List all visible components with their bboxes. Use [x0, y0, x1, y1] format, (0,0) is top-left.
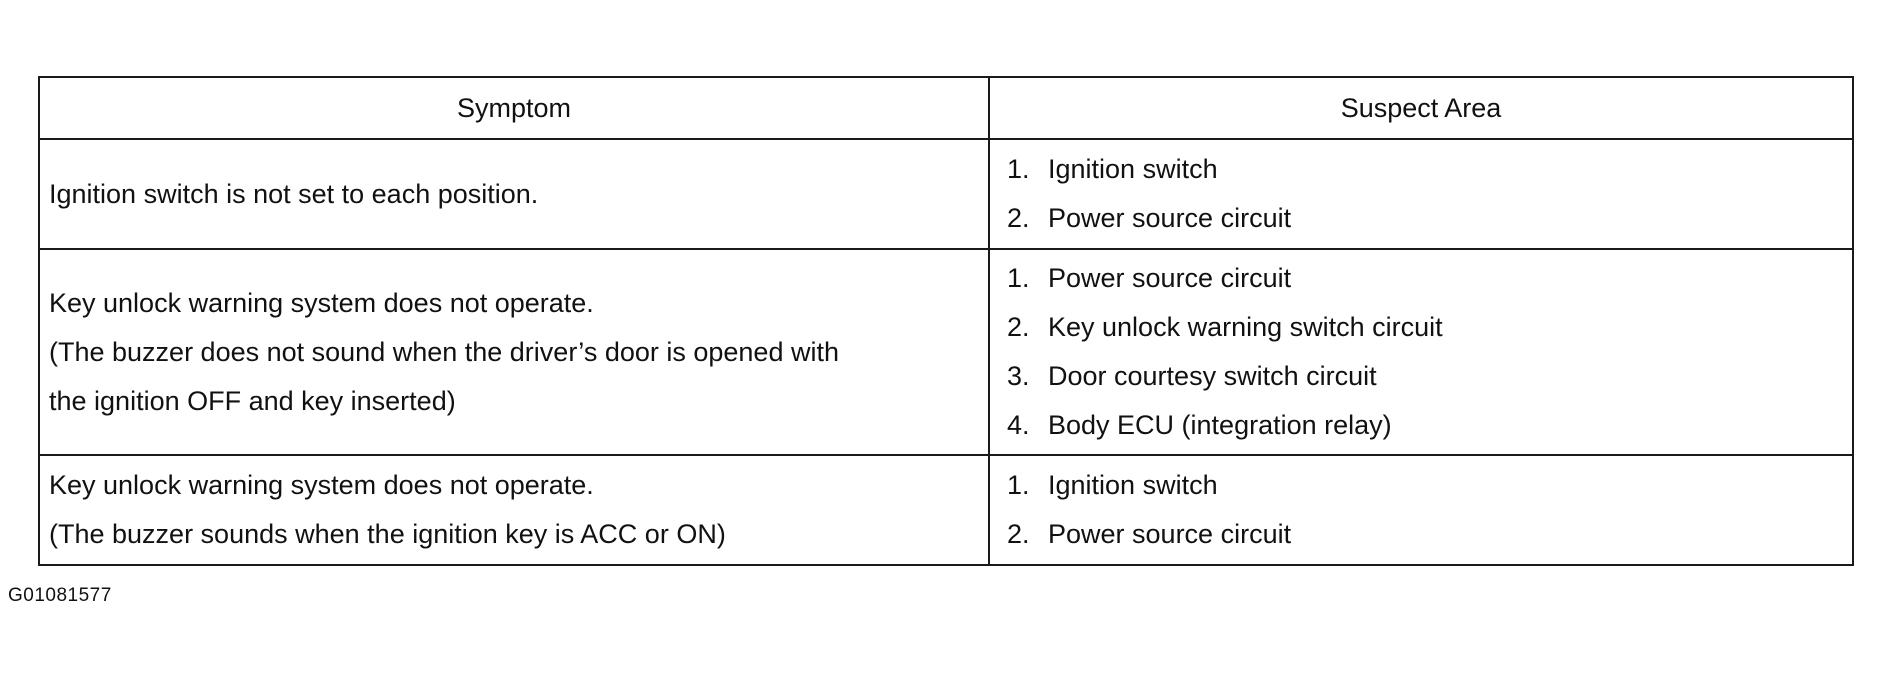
suspect-item-number: 1. — [1007, 263, 1030, 293]
suspect-item — [1007, 194, 1842, 243]
symptom-text: the ignition OFF and key inserted) — [49, 385, 456, 416]
suspect-area-column-header: Suspect Area — [989, 77, 1853, 139]
symptom-text: Key unlock warning system does not operate. — [49, 287, 594, 318]
suspect-item-number: 2. — [1007, 312, 1030, 342]
suspect-item-text: Ignition switch — [1048, 154, 1218, 184]
symptom-cell — [39, 249, 989, 455]
table-row — [39, 249, 1853, 455]
suspect-item-number: 2. — [1007, 203, 1030, 233]
suspect-item-text: Door courtesy switch circuit — [1048, 361, 1377, 391]
suspect-item-number: 4. — [1007, 410, 1030, 440]
suspect-item-text: Power source circuit — [1048, 263, 1292, 293]
symptom-column-header: Symptom — [39, 77, 989, 139]
table-row — [39, 455, 1853, 565]
table-row — [39, 139, 1853, 249]
suspect-item — [1007, 145, 1842, 194]
suspect-item-number: 1. — [1007, 470, 1030, 500]
suspect-item — [1007, 461, 1842, 510]
suspect-area-cell — [989, 249, 1853, 455]
table-header-row — [39, 77, 1853, 139]
symptom-text: Ignition switch is not set to each position. — [49, 178, 539, 209]
suspect-item — [1007, 510, 1842, 559]
symptom-text: Key unlock warning system does not operate. — [49, 470, 594, 500]
suspect-item — [1007, 401, 1842, 450]
suspect-item — [1007, 303, 1842, 352]
suspect-item-text: Body ECU (integration relay) — [1048, 410, 1392, 440]
suspect-area-cell — [989, 455, 1853, 565]
suspect-item — [1007, 254, 1842, 303]
symptom-table-container — [38, 76, 1852, 566]
suspect-item-text: Ignition switch — [1048, 470, 1218, 500]
suspect-item-number: 1. — [1007, 154, 1030, 184]
suspect-item-text: Power source circuit — [1048, 203, 1292, 233]
suspect-item-text: Power source circuit — [1048, 519, 1292, 549]
suspect-item-number: 2. — [1007, 519, 1030, 549]
problem-symptoms-table — [38, 76, 1854, 566]
symptom-cell — [39, 139, 989, 249]
figure-id-label: G01081577 — [8, 585, 112, 606]
symptom-text: (The buzzer does not sound when the driver’s door is opened with — [49, 336, 839, 367]
symptom-text: (The buzzer sounds when the ignition key is ACC or ON) — [49, 519, 726, 549]
suspect-item-number: 3. — [1007, 361, 1030, 391]
suspect-area-cell — [989, 139, 1853, 249]
symptom-cell — [39, 455, 989, 565]
suspect-item-text: Key unlock warning switch circuit — [1048, 312, 1443, 342]
suspect-item — [1007, 352, 1842, 401]
